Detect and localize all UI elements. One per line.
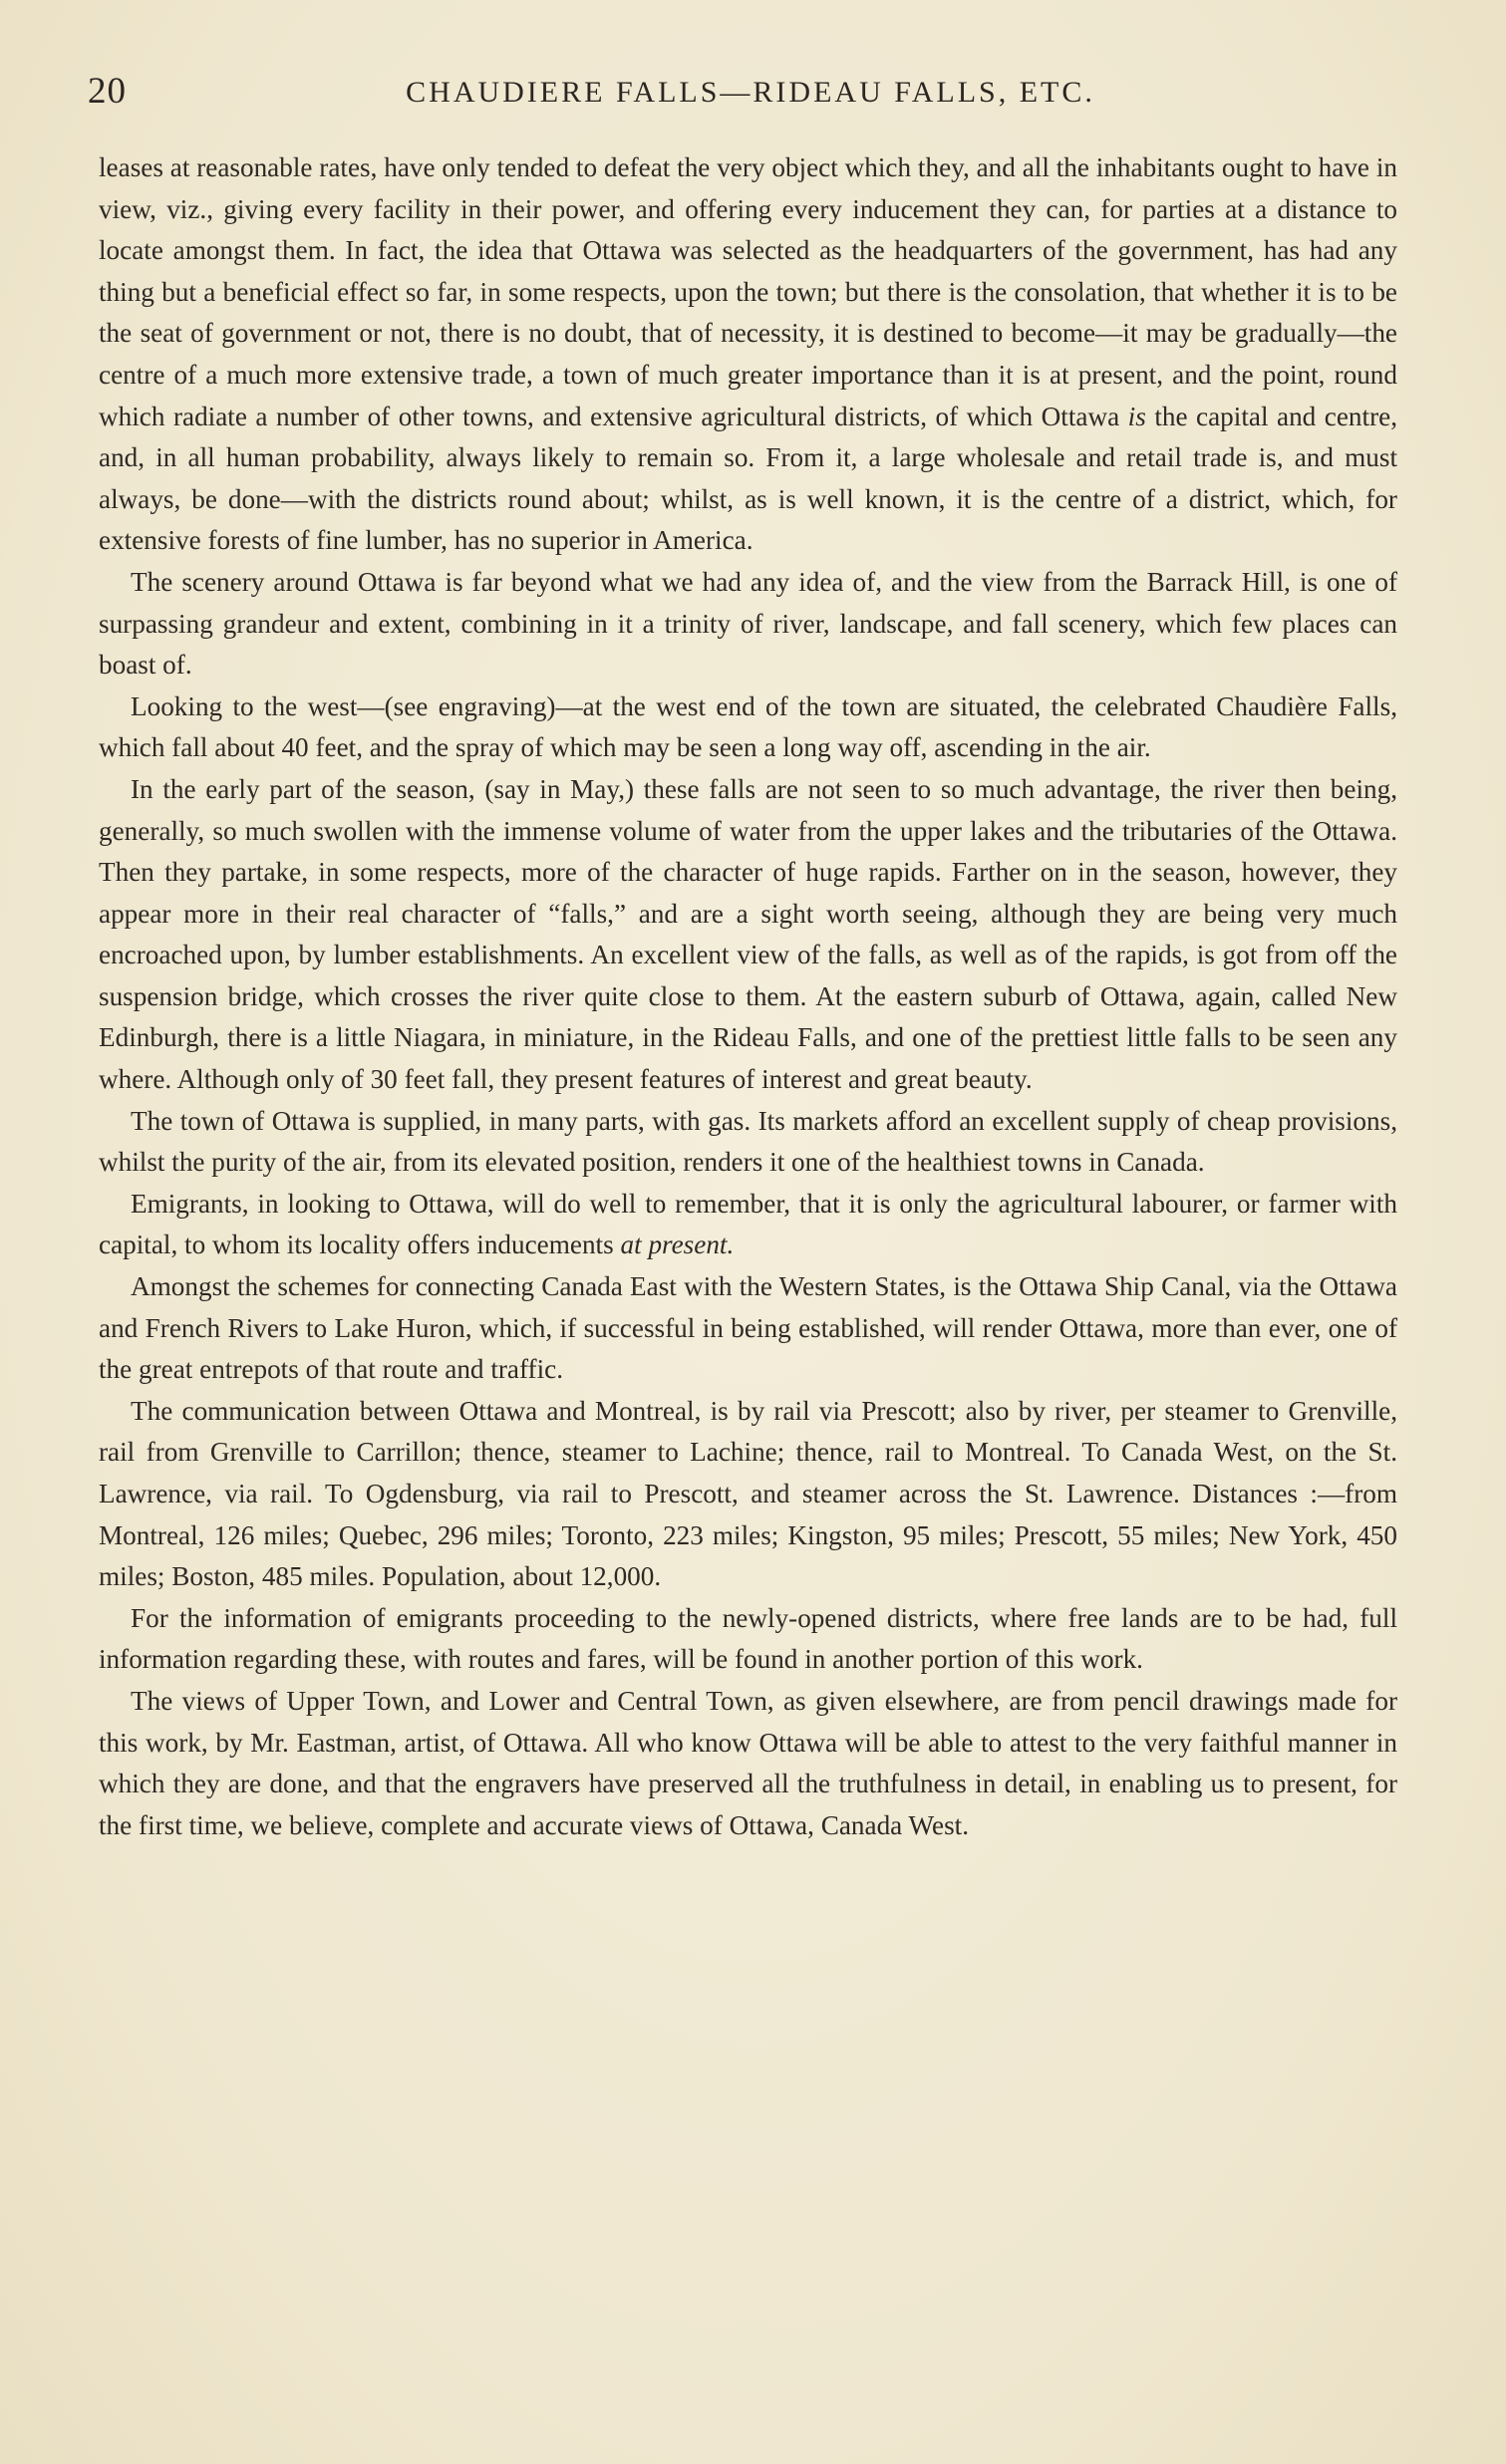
italic-text-run: is [1127,401,1146,431]
paragraph [99,1184,1397,1266]
paragraph [99,769,1397,1101]
page-header [88,70,1413,130]
paragraph [99,1598,1397,1681]
text-run: The communication between Ottawa and Montreal, is by rail via Prescott; also by river, per steamer to Grenville, rail from Grenville to Carrillon; thence, steamer to Lachine; thence, rail to Montreal. To Canada West, on the St. Lawrence, via rail. To Ogdensburg, via rail to Prescott, and steamer across the St. Lawrence. Distances :—from Montreal, 126 miles; Quebec, 296 miles; Toronto, 223 miles; Kingston, 95 miles; Prescott, 55 miles; New York, 450 miles; Boston, 485 miles. Population, about 12,000. [99,1395,1397,1592]
paragraph [99,562,1397,686]
paragraph [99,1266,1397,1391]
text-run: The views of Upper Town, and Lower and Central Town, as given elsewhere, are from pencil drawings made for this work, by Mr. Eastman, artist, of Ottawa. All who know Ottawa will be able to attest to the very faithful manner in which they are done, and that the engravers have preserved all the truthfulness in detail, in enabling us to present, for the first time, we believe, complete and accurate views of Ottawa, Canada West. [99,1685,1397,1840]
text-run: the capital and centre, and, in all human probability, always likely to remain so. From it, a large wholesale and retail trade is, and must always, be done—with the districts round about; whilst, as is well known, it is the centre of a district, which, for extensive forests of fine lumber, has no superior in America. [99,401,1397,556]
text-run: Amongst the schemes for connecting Canada East with the Western States, is the Ottawa Ship Canal, via the Ottawa and French Rivers to Lake Huron, which, if successful in being established, will render Ottawa, more than ever, one of the great entrepots of that route and traffic. [99,1271,1397,1385]
text-run: Looking to the west—(see engraving)—at the west end of the town are situated, the celebrated Chaudière Falls, which fall about 40 feet, and the spray of which may be seen a long way off, ascending in the air. [99,690,1397,763]
text-run: The town of Ottawa is supplied, in many parts, with gas. Its markets afford an excellent supply of cheap provisions, whilst the purity of the air, from its elevated position, renders it one of the healthiest towns in Canada. [99,1105,1397,1178]
running-head: CHAUDIERE FALLS—RIDEAU FALLS, ETC. [406,76,1095,109]
paragraph [99,1101,1397,1184]
text-run: leases at reasonable rates, have only tended to defeat the very object which they, and all the inhabitants ought to have in view, viz., giving every facility in their power, and offering every inducement they can, for parties at a distance to locate amongst them. In fact, the idea that Ottawa was selected as the headquarters of the government, has had any thing but a beneficial effect so far, in some respects, upon the town; but there is the consolation, that whether it is to be the seat of government or not, there is no doubt, that of necessity, it is destined to become—it may be gradually—the centre of a much more extensive trade, a town of much greater importance than it is at present, and the point, round which radiate a number of other towns, and extensive agricultural districts, of which Ottawa [99,152,1397,431]
text-run: Emigrants, in looking to Ottawa, will do well to remember, that it is only the agricultural labourer, or farmer with capital, to whom its locality offers inducements [99,1188,1397,1260]
paragraph [99,1681,1397,1846]
body-text [99,147,1397,1846]
text-run: In the early part of the season, (say in May,) these falls are not seen to so much advantage, the river then being, generally, so much swollen with the immense volume of water from the upper lakes and the tributaries of the Ottawa. Then they partake, in some respects, more of the character of huge rapids. Farther on in the season, however, they appear more in their real character of “falls,” and are a sight worth seeing, although they are being very much encroached upon, by lumber establishments. An excellent view of the falls, as well as of the rapids, is got from off the suspension bridge, which crosses the river quite close to them. At the eastern suburb of Ottawa, again, called New Edinburgh, there is a little Niagara, in miniature, in the Rideau Falls, and one of the prettiest little falls to be seen any where. Although only of 30 feet fall, they present features of interest and great beauty. [99,773,1397,1095]
text-run: For the information of emigrants proceeding to the newly-opened districts, where free lands are to be had, full information regarding these, with routes and fares, will be found in another portion of this work. [99,1602,1397,1675]
paragraph [99,147,1397,562]
text-run: The scenery around Ottawa is far beyond what we had any idea of, and the view from the Barrack Hill, is one of surpassing grandeur and extent, combining in it a trinity of river, landscape, and fall scenery, which few places can boast of. [99,566,1397,681]
paragraph [99,686,1397,769]
paragraph [99,1391,1397,1598]
page-number: 20 [88,71,127,112]
italic-text-run: at present. [620,1230,735,1260]
